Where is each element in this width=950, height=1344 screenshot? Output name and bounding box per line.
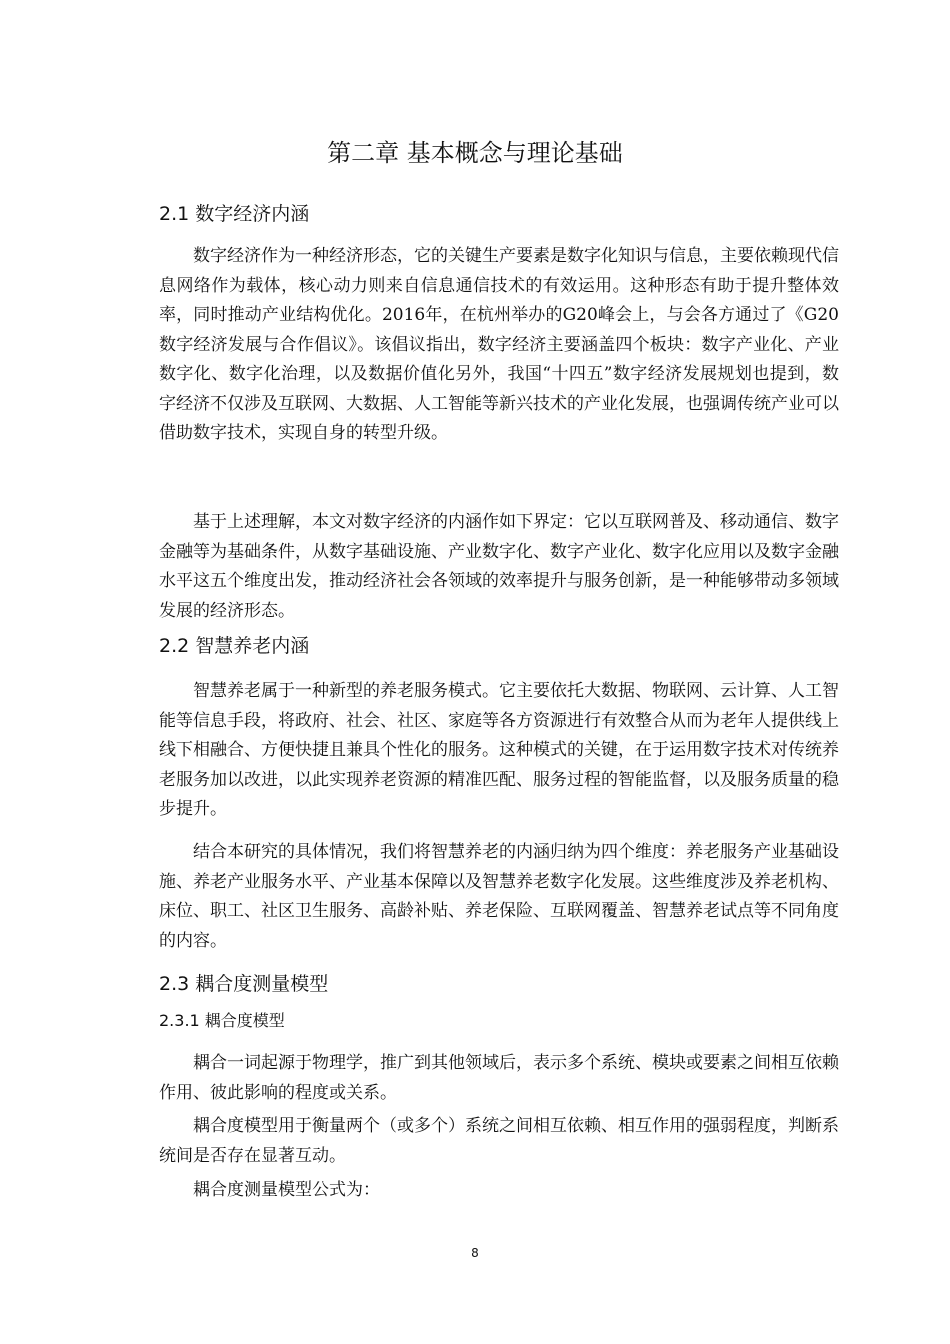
- page-number: 8: [471, 1246, 479, 1260]
- chapter-title: 第二章 基本概念与理论基础: [327, 139, 623, 167]
- paragraph-2-1-1: 数字经济作为一种经济形态，它的关键生产要素是数字化知识与信息，主要依赖现代信息网络作为载体，核心动力则来自信息通信技术的有效运用。这种形态有助于提升整体效率，同时推动产业结构优化。2016年，在杭州举办的G20峰会上，与会各方通过了《G20数字经济发展与合作倡议》。该倡议指出，数字经济主要涵盖四个板块：数字产业化、产业数字化、数字化治理，以及数据价值化另外，我国“十四五”数字经济发展规划也提到，数字经济不仅涉及互联网、大数据、人工智能等新兴技术的产业化发展，也强调传统产业可以借助数字技术，实现自身的转型升级。: [159, 246, 839, 443]
- paragraph-2-2-1: 智慧养老属于一种新型的养老服务模式。它主要依托大数据、物联网、云计算、人工智能等信息手段，将政府、社会、社区、家庭等各方资源进行有效整合从而为老年人提供线上线下相融合、方便快捷且兼具个性化的服务。这种模式的关键，在于运用数字技术对传统养老服务加以改进，以此实现养老资源的精准匹配、服务过程的智能监督，以及服务质量的稳步提升。: [159, 681, 839, 819]
- paragraph-2-3-2: 耦合度模型用于衡量两个（或多个）系统之间相互依赖、相互作用的强弱程度，判断系统间是否存在显著互动。: [159, 1116, 839, 1166]
- paragraph-2-3-1: 耦合一词起源于物理学，推广到其他领域后，表示多个系统、模块或要素之间相互依赖作用、彼此影响的程度或关系。: [159, 1053, 839, 1103]
- paragraph-2-3-3: 耦合度测量模型公式为：: [193, 1180, 380, 1200]
- section-heading-2-2: 2.2 智慧养老内涵: [159, 635, 310, 657]
- section-heading-2-1: 2.1 数字经济内涵: [159, 203, 310, 225]
- subsection-heading-2-3-1: 2.3.1 耦合度模型: [159, 1011, 285, 1030]
- section-heading-2-3: 2.3 耦合度测量模型: [159, 973, 329, 995]
- paragraph-2-1-2: 基于上述理解，本文对数字经济的内涵作如下界定：它以互联网普及、移动通信、数字金融等为基础条件，从数字基础设施、产业数字化、数字产业化、数字化应用以及数字金融水平这五个维度出发，推动经济社会各领域的效率提升与服务创新，是一种能够带动多领域发展的经济形态。: [159, 512, 839, 621]
- paragraph-2-2-2: 结合本研究的具体情况，我们将智慧养老的内涵归纳为四个维度：养老服务产业基础设施、养老产业服务水平、产业基本保障以及智慧养老数字化发展。这些维度涉及养老机构、床位、职工、社区卫生服务、高龄补贴、养老保险、互联网覆盖、智慧养老试点等不同角度的内容。: [159, 842, 839, 951]
